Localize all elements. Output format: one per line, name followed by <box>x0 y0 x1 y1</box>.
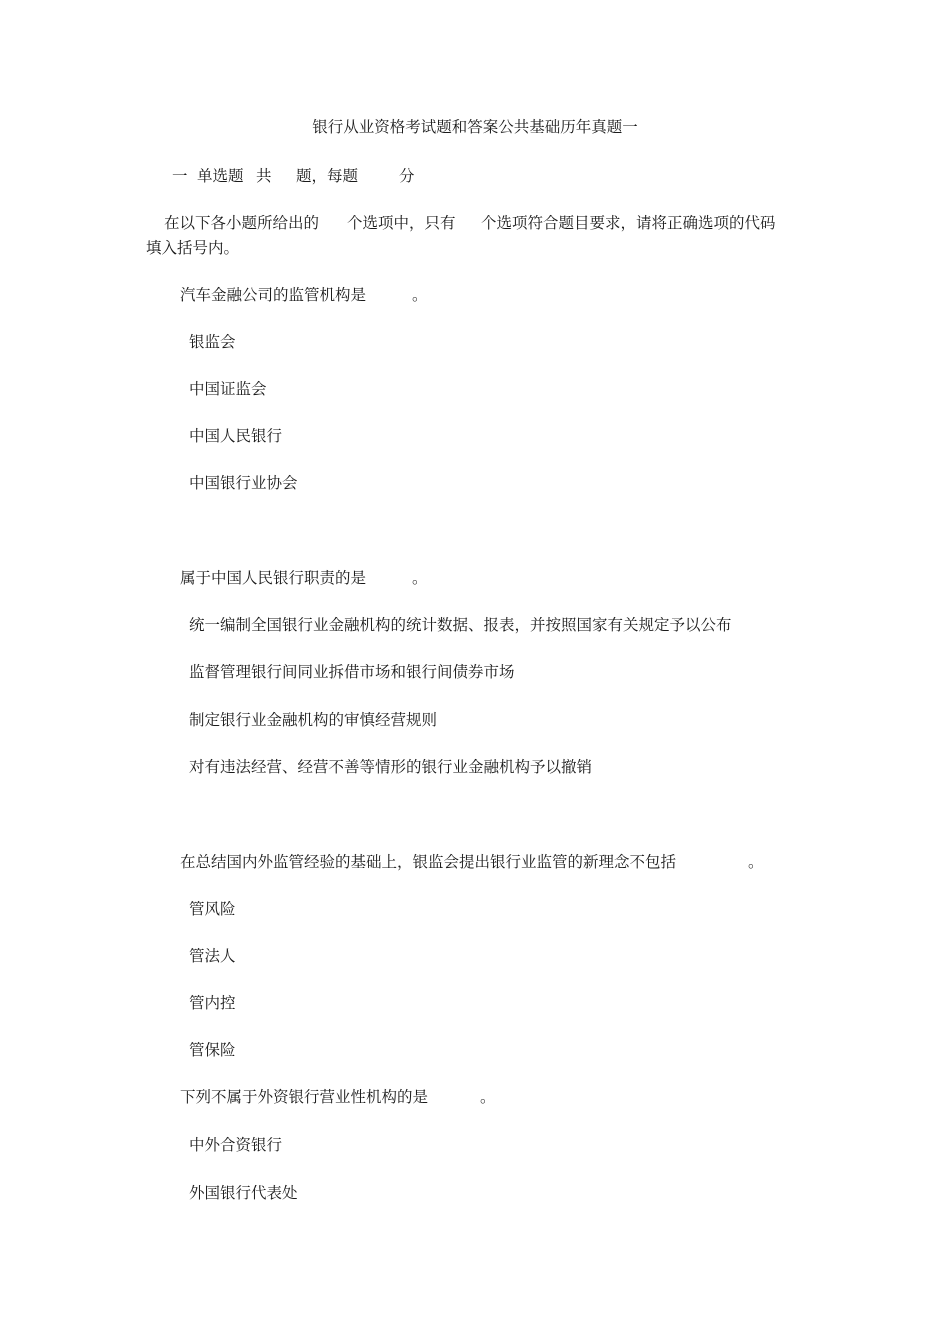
option-d: 中国银行业协会 <box>189 474 298 492</box>
instructions-part-1: 在以下各小题所给出的 <box>164 214 320 232</box>
question-end-mark: 。 <box>412 569 428 587</box>
option-a: 中外合资银行 <box>189 1136 283 1154</box>
option-c: 中国人民银行 <box>189 427 283 445</box>
question-stem: 汽车金融公司的监管机构是 <box>180 286 367 304</box>
option-c: 制定银行业金融机构的审慎经营规则 <box>189 711 438 729</box>
option-a: 银监会 <box>189 333 236 351</box>
option-a: 统一编制全国银行业金融机构的统计数据、报表，并按照国家有关规定予以公布 <box>189 616 732 634</box>
option-a: 管风险 <box>189 900 236 918</box>
instructions-part-2: 个选项中，只有 <box>347 214 456 232</box>
document-title: 银行从业资格考试题和答案公共基础历年真题一 <box>312 118 638 136</box>
instructions-line-2: 填入括号内。 <box>146 239 240 257</box>
option-b: 管法人 <box>189 947 236 965</box>
option-d: 管保险 <box>189 1041 236 1059</box>
section-per-question-label: 题，每题 <box>296 167 359 185</box>
section-type: 单选题 <box>197 167 244 185</box>
question-stem: 属于中国人民银行职责的是 <box>180 569 367 587</box>
question-stem: 下列不属于外资银行营业性机构的是 <box>180 1088 429 1106</box>
option-b: 外国银行代表处 <box>189 1184 298 1202</box>
question-end-mark: 。 <box>412 286 428 304</box>
instructions-part-3: 个选项符合题目要求，请将正确选项的代码 <box>481 214 776 232</box>
question-end-mark: 。 <box>480 1088 496 1106</box>
option-b: 中国证监会 <box>189 380 267 398</box>
option-b: 监督管理银行间同业拆借市场和银行间债券市场 <box>189 663 515 681</box>
section-points-label: 分 <box>399 167 415 185</box>
question-stem: 在总结国内外监管经验的基础上，银监会提出银行业监管的新理念不包括 <box>180 853 677 871</box>
section-number: 一 <box>172 167 188 185</box>
question-end-mark: 。 <box>748 853 764 871</box>
option-c: 管内控 <box>189 994 236 1012</box>
option-d: 对有违法经营、经营不善等情形的银行业金融机构予以撤销 <box>189 758 593 776</box>
section-total-label: 共 <box>256 167 272 185</box>
